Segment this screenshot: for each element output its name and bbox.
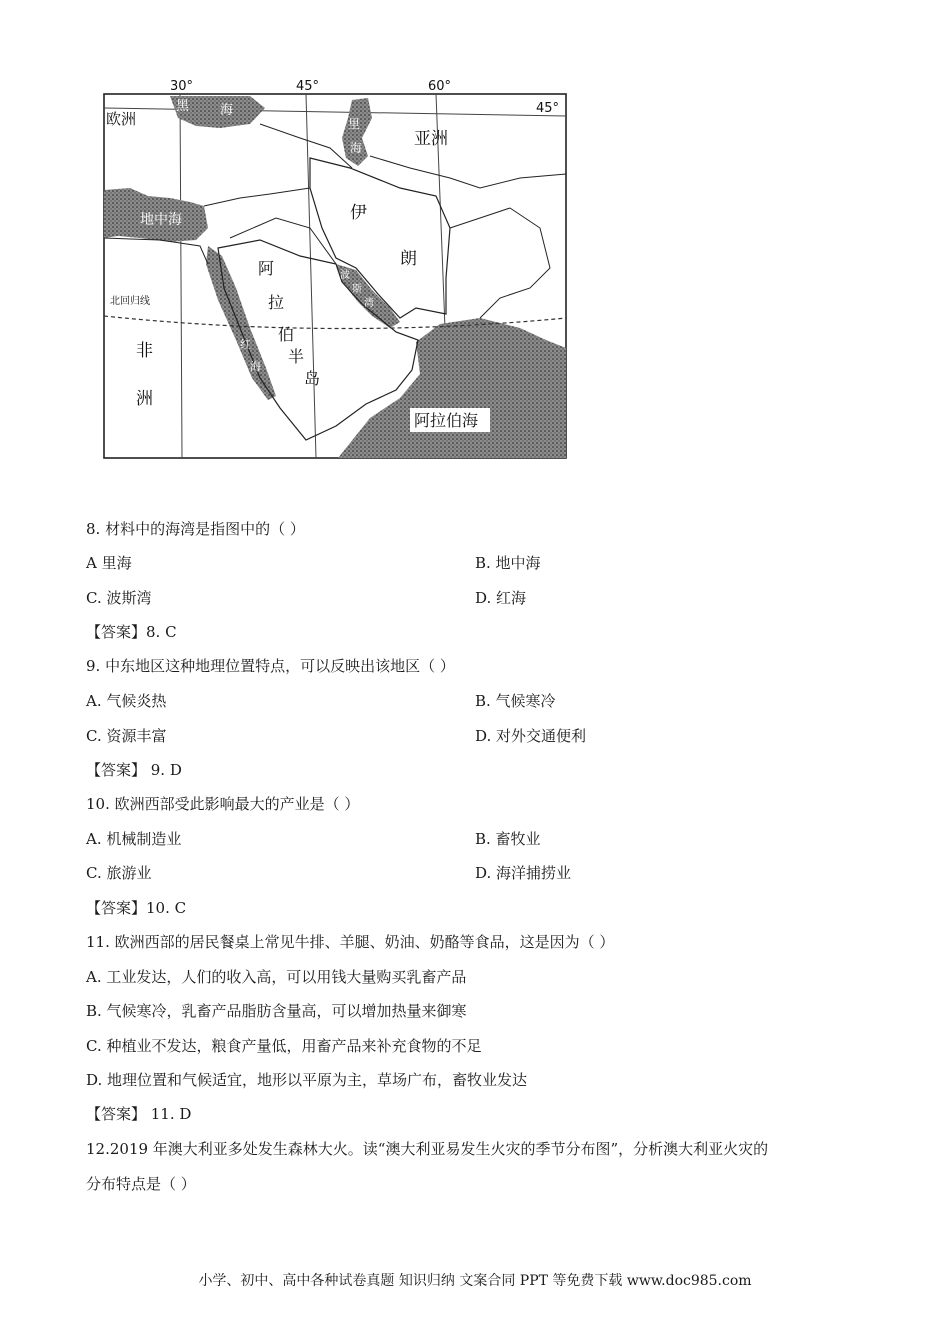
label-gulf-3: 湾 [364, 298, 374, 309]
label-gulf-2: 斯 [352, 284, 362, 295]
q12-stem-line2: 分布特点是（ ） [86, 1175, 196, 1193]
label-red-sea-2: 海 [250, 360, 261, 373]
q8-answer: 【答案】8. C [86, 623, 177, 641]
q10-option-a: A. 机械制造业 [86, 830, 182, 848]
label-red-sea-1: 红 [240, 338, 251, 351]
q11-option-d: D. 地理位置和气候适宜，地形以平原为主，草场广布，畜牧业发达 [86, 1071, 528, 1089]
label-arabia-2: 拉 [268, 293, 285, 312]
q8-option-b: B. 地中海 [475, 554, 541, 572]
q8-option-d: D. 红海 [475, 589, 527, 607]
label-caspian-1: 里 [348, 117, 361, 131]
lon-label-45: 45° [296, 79, 320, 94]
label-caspian-2: 海 [350, 141, 363, 155]
lon-label-60: 60° [428, 79, 452, 94]
q12-stem-line1: 12.2019 年澳大利亚多处发生森林大火。读“澳大利亚易发生火灾的季节分布图”，分析澳大利亚火灾的 [86, 1140, 769, 1158]
q11-option-a: A. 工业发达，人们的收入高，可以用钱大量购买乳畜产品 [86, 968, 467, 986]
q10-answer: 【答案】10. C [86, 899, 187, 917]
q8-stem: 8. 材料中的海湾是指图中的（ ） [86, 520, 305, 538]
q10-option-d: D. 海洋捕捞业 [475, 864, 572, 882]
label-black-sea-2: 海 [220, 103, 234, 118]
tropic-label: 北回归线 [110, 296, 150, 307]
q9-option-c: C. 资源丰富 [86, 727, 167, 745]
lat-label-45: 45° [536, 101, 560, 116]
q11-option-b: B. 气候寒冷，乳畜产品脂肪含量高，可以增加热量来御寒 [86, 1002, 467, 1020]
label-arabian-sea: 阿拉伯海 [414, 411, 479, 430]
label-asia: 亚洲 [414, 129, 448, 149]
middle-east-map [100, 78, 574, 464]
label-africa-2: 洲 [136, 389, 153, 409]
q8-option-c: C. 波斯湾 [86, 589, 152, 607]
q9-option-d: D. 对外交通便利 [475, 727, 587, 745]
page-footer: 小学、初中、高中各种试卷真题 知识归纳 文案合同 PPT 等免费下载 www.doc985.com [198, 1273, 752, 1289]
q9-option-a: A. 气候炎热 [86, 692, 167, 710]
label-europe: 欧洲 [106, 110, 137, 128]
label-arabia-1: 阿 [258, 259, 275, 278]
q9-stem: 9. 中东地区这种地理位置特点，可以反映出该地区（ ） [86, 657, 455, 675]
q11-option-c: C. 种植业不发达，粮食产量低，用畜产品来补充食物的不足 [86, 1037, 482, 1055]
q9-answer: 【答案】 9. D [86, 761, 182, 779]
q10-option-b: B. 畜牧业 [475, 830, 541, 848]
q11-answer: 【答案】 11. D [86, 1105, 192, 1123]
label-africa-1: 非 [136, 341, 153, 361]
label-black-sea-1: 黑 [176, 99, 190, 114]
q9-option-b: B. 气候寒冷 [475, 692, 556, 710]
label-arabia-3: 伯 [278, 325, 295, 344]
label-mediterranean: 地中海 [140, 212, 182, 228]
q8-option-a: A 里海 [86, 554, 132, 572]
label-gulf-1: 波 [340, 270, 350, 281]
q10-stem: 10. 欧洲西部受此影响最大的产业是（ ） [86, 795, 360, 813]
label-arabia-5: 岛 [304, 369, 321, 388]
q11-stem: 11. 欧洲西部的居民餐桌上常见牛排、羊腿、奶油、奶酪等食品，这是因为（ ） [86, 933, 615, 951]
label-iran-1: 伊 [350, 203, 367, 223]
q10-option-c: C. 旅游业 [86, 864, 152, 882]
label-iran-2: 朗 [400, 249, 417, 269]
label-arabia-4: 半 [288, 347, 305, 366]
lon-label-30: 30° [170, 79, 194, 94]
